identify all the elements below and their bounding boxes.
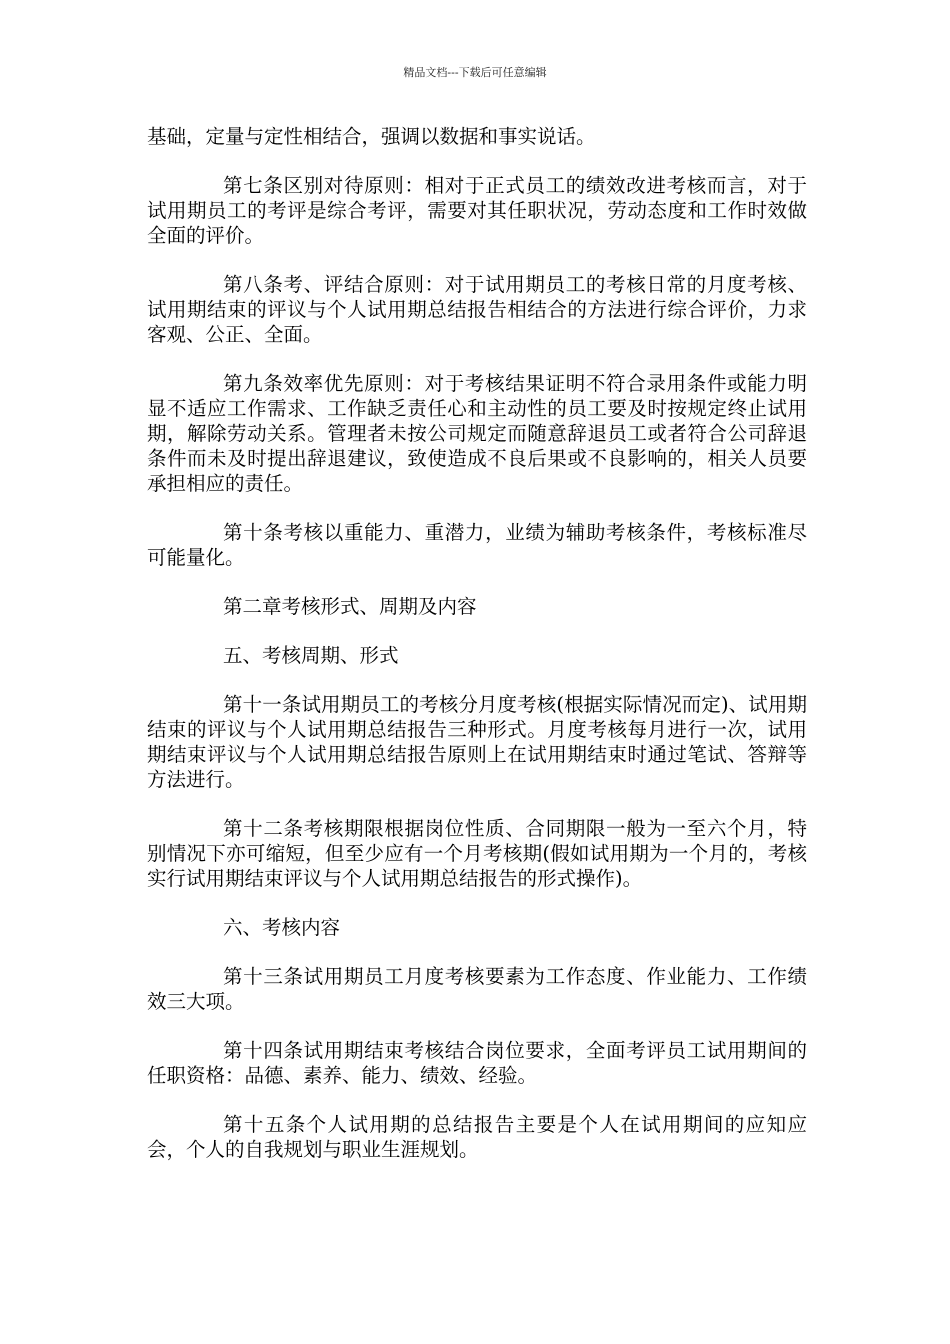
- paragraph-article-9: 第九条效率优先原则：对于考核结果证明不符合录用条件或能力明显不适应工作需求、工作缺乏责任心和主动性的员工要及时按规定终止试用期，解除劳动关系。管理者未按公司规定而随意辞退员工或者符合公司辞退条件而未及时提出辞退建议，致使造成不良后果或不良影响的，相关人员要承担相应的责任。: [147, 372, 807, 495]
- paragraph-article-11: 第十一条试用期员工的考核分月度考核(根据实际情况而定)、试用期结束的评议与个人试用期总结报告三种形式。月度考核每月进行一次，试用期结束评议与个人试用期总结报告原则上在试用期结束时通过笔试、答辩等方法进行。: [147, 693, 807, 791]
- paragraph-article-15: 第十五条个人试用期的总结报告主要是个人在试用期间的应知应会，个人的自我规划与职业生涯规划。: [147, 1113, 807, 1161]
- paragraph-article-10: 第十条考核以重能力、重潜力，业绩为辅助考核条件，考核标准尽可能量化。: [147, 521, 807, 569]
- chapter-heading: 第二章考核形式、周期及内容: [223, 595, 477, 618]
- paragraph-article-14: 第十四条试用期结束考核结合岗位要求，全面考评员工试用期间的任职资格：品德、素养、能力、绩效、经验。: [147, 1039, 807, 1087]
- paragraph-article-13: 第十三条试用期员工月度考核要素为工作态度、作业能力、工作绩效三大项。: [147, 965, 807, 1013]
- paragraph-article-12: 第十二条考核期限根据岗位性质、合同期限一般为一至六个月，特别情况下亦可缩短，但至少应有一个月考核期(假如试用期为一个月的，考核实行试用期结束评议与个人试用期总结报告的形式操作)。: [147, 817, 807, 890]
- page-header: 精品文档---下载后可任意编辑: [403, 66, 547, 79]
- paragraph-continuation: 基础，定量与定性相结合，强调以数据和事实说话。: [147, 125, 596, 148]
- document-body: [147, 124, 807, 1186]
- section-heading-period-form: 五、考核周期、形式: [223, 644, 399, 667]
- section-heading-content: 六、考核内容: [223, 916, 341, 939]
- paragraph-article-8: 第八条考、评结合原则：对于试用期员工的考核日常的月度考核、试用期结束的评议与个人试用期总结报告相结合的方法进行综合评价，力求客观、公正、全面。: [147, 273, 807, 346]
- paragraph-article-7: 第七条区别对待原则：相对于正式员工的绩效改进考核而言，对于试用期员工的考评是综合考评，需要对其任职状况，劳动态度和工作时效做全面的评价。: [147, 174, 807, 247]
